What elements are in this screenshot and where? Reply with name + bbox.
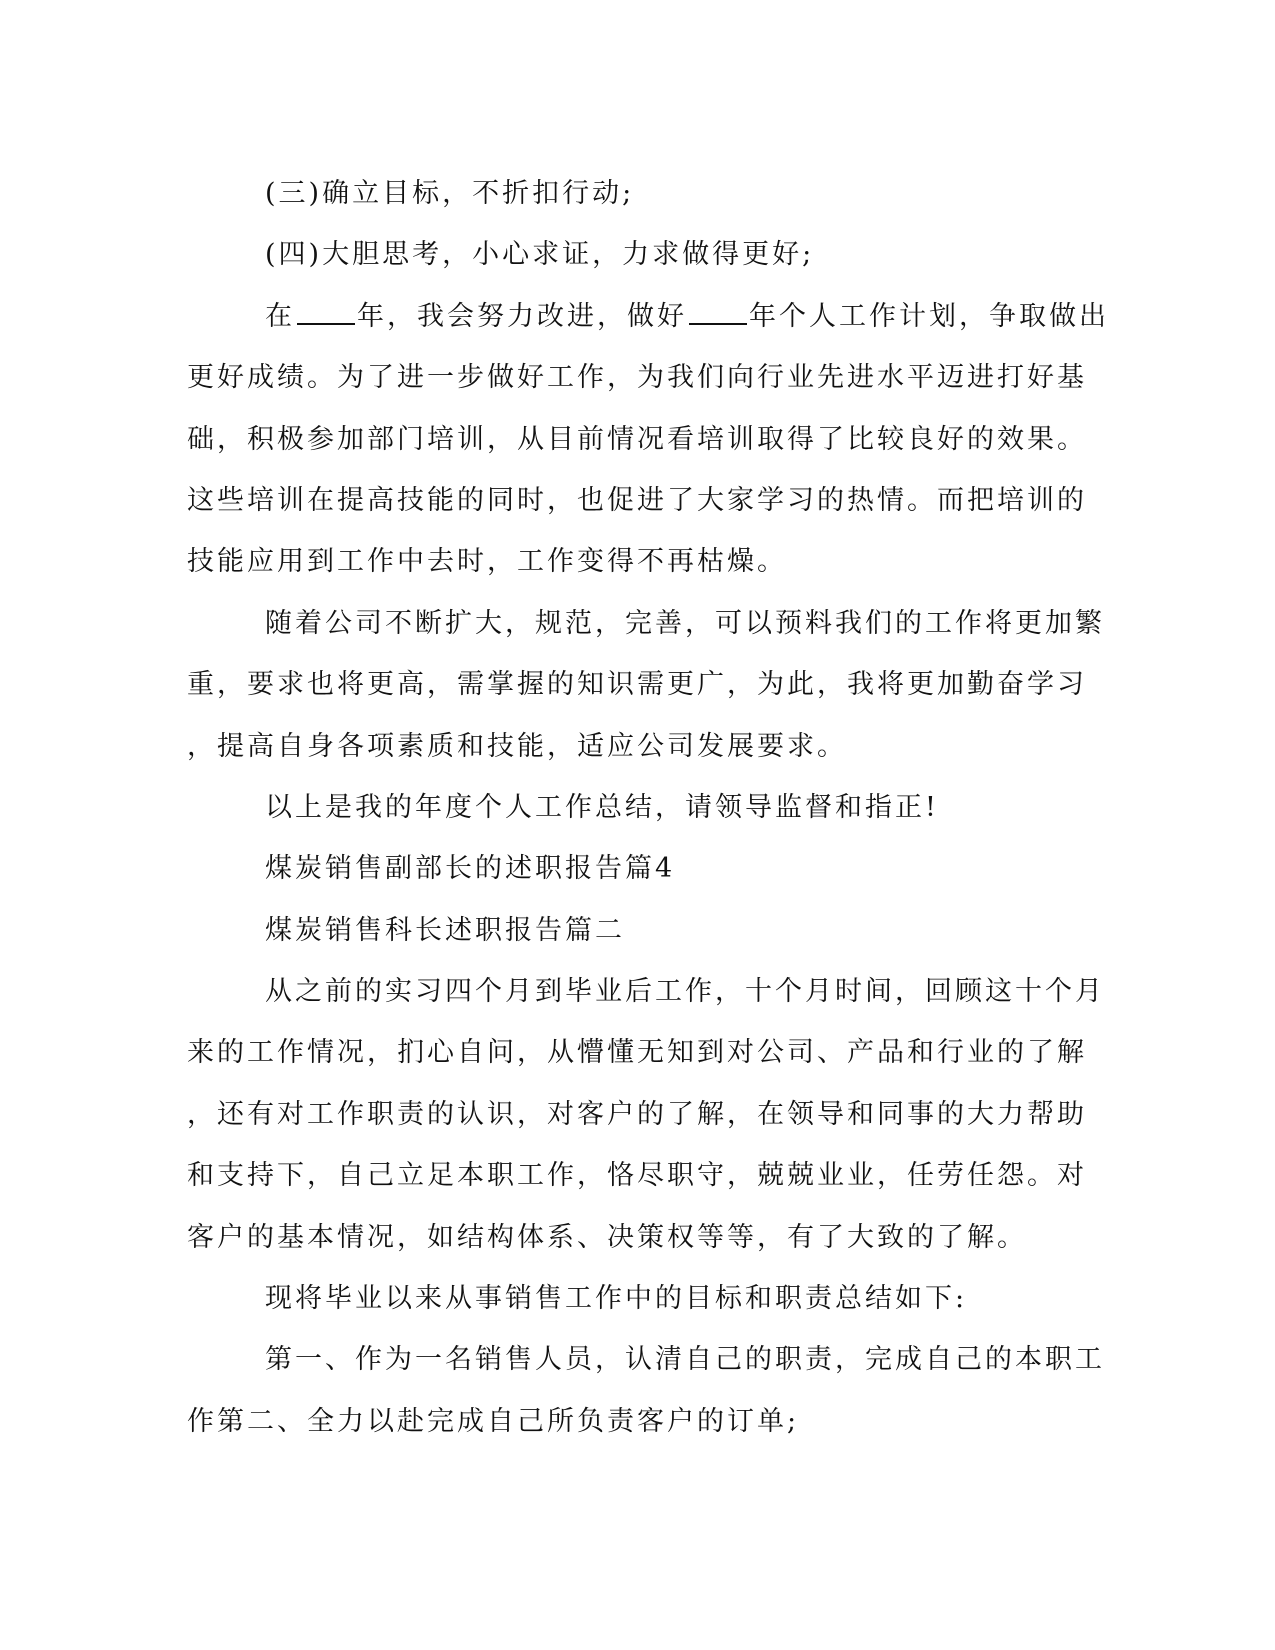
paragraph-line: 技能应用到工作中去时，工作变得不再枯燥。	[187, 546, 787, 578]
fill-in-blank	[689, 299, 747, 325]
paragraph-line: 和支持下，自己立足本职工作，恪尽职守，兢兢业业，任劳任怨。对	[187, 1160, 1087, 1192]
paragraph-line: 这些培训在提高技能的同时，也促进了大家学习的热情。而把培训的	[187, 484, 1087, 516]
paragraph-line: ，还有对工作职责的认识，对客户的了解，在领导和同事的大力帮助	[187, 1098, 1087, 1130]
fill-in-blank	[297, 299, 355, 325]
section-heading: 煤炭销售科长述职报告篇二	[265, 914, 625, 946]
line-text: 年，我会努力改进，做好	[357, 300, 687, 332]
paragraph-line: 从之前的实习四个月到毕业后工作，十个月时间，回顾这十个月	[265, 976, 1105, 1008]
line-text: 年个人工作计划，争取做出	[749, 300, 1109, 332]
paragraph-line: 作第二、全力以赴完成自己所负责客户的订单;	[187, 1405, 800, 1437]
paragraph-line: ，提高自身各项素质和技能，适应公司发展要求。	[187, 730, 847, 762]
paragraph-line: 来的工作情况，扪心自问，从懵懂无知到对公司、产品和行业的了解	[187, 1037, 1087, 1069]
paragraph-line: 更好成绩。为了进一步做好工作，为我们向行业先进水平迈进打好基	[187, 362, 1087, 394]
paragraph-line: 第一、作为一名销售人员，认清自己的职责，完成自己的本职工	[265, 1344, 1105, 1376]
paragraph-line: (四)大胆思考，小心求证，力求做得更好;	[265, 239, 815, 271]
section-heading: 煤炭销售副部长的述职报告篇4	[265, 853, 676, 885]
paragraph-line: (三)确立目标，不折扣行动;	[265, 178, 635, 209]
paragraph-line-with-blanks	[187, 286, 1109, 347]
document-body	[187, 163, 1109, 1452]
paragraph-line: 以上是我的年度个人工作总结，请领导监督和指正!	[265, 791, 939, 823]
paragraph-line: 现将毕业以来从事销售工作中的目标和职责总结如下:	[265, 1283, 968, 1315]
paragraph-line: 重，要求也将更高，需掌握的知识需更广，为此，我将更加勤奋学习	[187, 669, 1087, 701]
line-text: 在	[265, 300, 295, 332]
paragraph-line: 随着公司不断扩大，规范，完善，可以预料我们的工作将更加繁	[265, 607, 1105, 639]
paragraph-line: 客户的基本情况，如结构体系、决策权等等，有了大致的了解。	[187, 1221, 1027, 1253]
paragraph-line: 础，积极参加部门培训，从目前情况看培训取得了比较良好的效果。	[187, 423, 1087, 455]
